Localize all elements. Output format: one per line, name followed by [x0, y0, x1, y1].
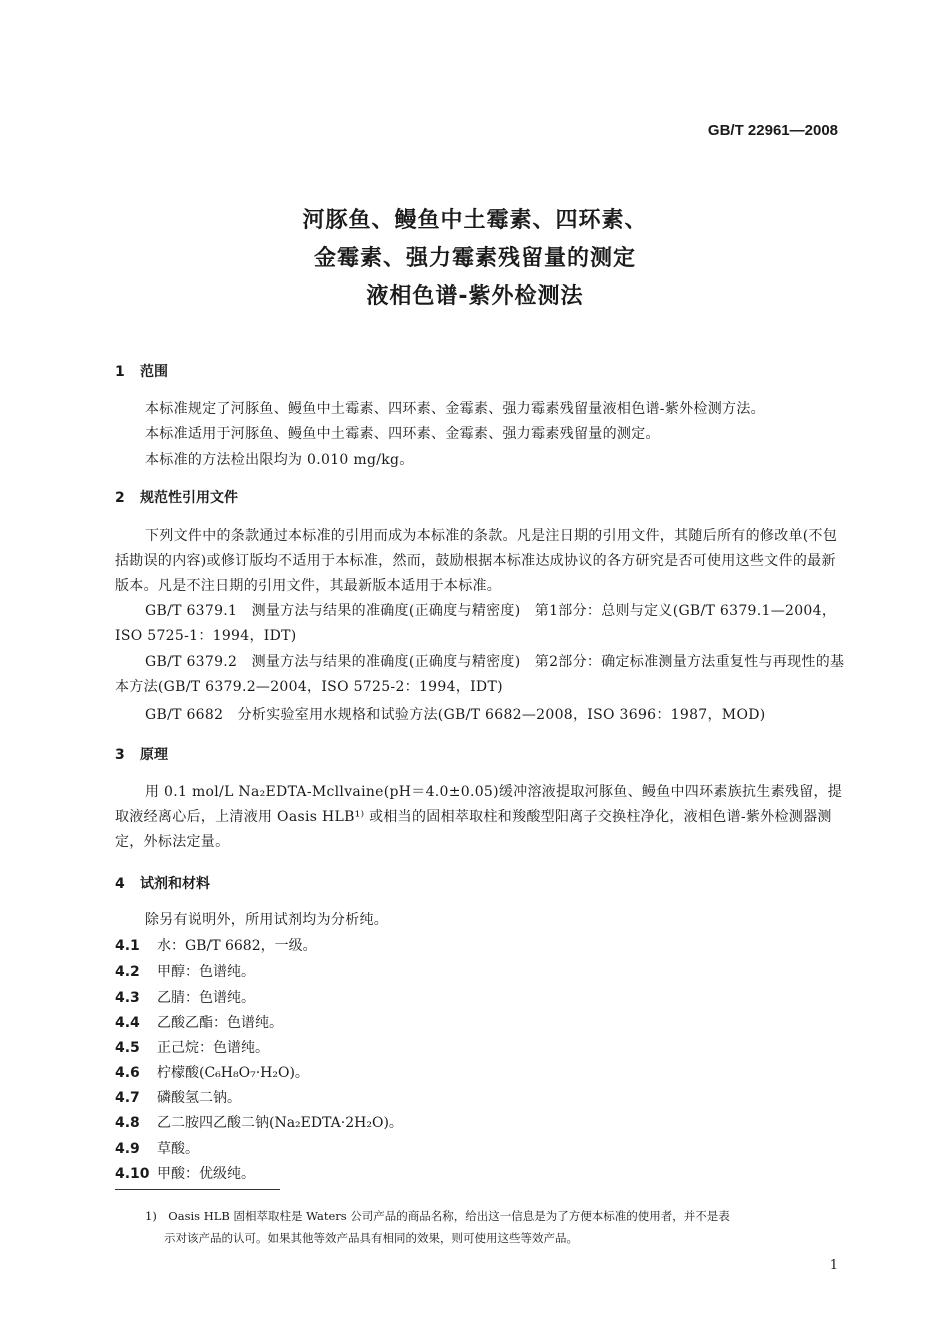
- section-number: 4: [115, 876, 125, 892]
- footnote-divider: [115, 1189, 280, 1190]
- paragraph: 除另有说明外，所用试剂均为分析纯。: [145, 912, 389, 928]
- list-item: [115, 1138, 199, 1158]
- section-1-heading: [115, 361, 168, 381]
- paragraph: 本标准适用于河豚鱼、鳗鱼中土霉素、四环素、金霉素、强力霉素残留量的测定。: [145, 426, 660, 442]
- item-text: 乙酸乙酯：色谱纯。: [157, 1015, 283, 1031]
- title-line-1: 河豚鱼、鳗鱼中土霉素、四环素、: [302, 208, 648, 233]
- reference-item: GB/T 6682 分析实验室用水规格和试验方法(GB/T 6682—2008，ISO 3696：1987，MOD): [145, 707, 766, 723]
- item-number: 4.8: [115, 1115, 140, 1131]
- item-text: 乙二胺四乙酸二钠(Na₂EDTA·2H₂O)。: [157, 1115, 403, 1131]
- reference-item: GB/T 6379.2 测量方法与结果的准确度(正确度与精密度) 第2部分：确定标准测量方法重复性与再现性的基本方法(GB/T 6379.2—2004，ISO 5725-2：1994，IDT): [115, 654, 845, 695]
- item-number: 4.2: [115, 964, 140, 980]
- item-number: 4.4: [115, 1015, 140, 1031]
- standard-number: GB/T 22961—2008: [707, 122, 838, 139]
- section-title: 原理: [140, 747, 168, 763]
- list-item: [115, 987, 255, 1007]
- item-number: 4.5: [115, 1040, 140, 1056]
- list-item: [115, 1087, 241, 1107]
- footnote-line-1: 1) Oasis HLB 固相萃取柱是 Waters 公司产品的商品名称，给出这一信息是为了方便本标准的使用者，并不是表: [145, 1209, 730, 1223]
- paragraph: 本标准规定了河豚鱼、鳗鱼中土霉素、四环素、金霉素、强力霉素残留量液相色谱-紫外检测方法。: [145, 401, 765, 417]
- section-number: 2: [115, 490, 125, 506]
- item-text: 柠檬酸(C₆H₈O₇·H₂O)。: [157, 1065, 309, 1081]
- reference-item: GB/T 6379.1 测量方法与结果的准确度(正确度与精密度) 第1部分：总则与定义(GB/T 6379.1—2004，ISO 5725-1：1994，IDT): [115, 603, 837, 644]
- section-title: 规范性引用文件: [140, 490, 238, 506]
- item-text: 水：GB/T 6682，一级。: [157, 938, 317, 954]
- list-item: [115, 935, 317, 955]
- section-title: 范围: [140, 364, 168, 380]
- section-3-heading: [115, 744, 168, 764]
- section-2-heading: [115, 487, 238, 507]
- item-number: 4.3: [115, 990, 140, 1006]
- paragraph: 本标准的方法检出限均为 0.010 mg/kg。: [145, 452, 414, 468]
- item-number: 4.1: [115, 938, 140, 954]
- page-number: 1: [829, 1258, 838, 1273]
- item-number: 4.10: [115, 1166, 150, 1182]
- section-number: 3: [115, 747, 125, 763]
- item-number: 4.7: [115, 1090, 140, 1106]
- list-item: [115, 1112, 403, 1132]
- section-title: 试剂和材料: [140, 876, 210, 892]
- item-number: 4.6: [115, 1065, 140, 1081]
- list-item: [115, 1163, 255, 1183]
- list-item: [115, 1012, 283, 1032]
- item-text: 草酸。: [157, 1141, 199, 1157]
- paragraph: 下列文件中的条款通过本标准的引用而成为本标准的条款。凡是注日期的引用文件，其随后所有的修改单(不包括勘误的内容)或修订版均不适用于本标准，然而，鼓励根据本标准达成协议的各方研究是否可使用这些文件的最新版本。凡是不注日期的引用文件，其最新版本适用于本标准。: [115, 528, 838, 594]
- paragraph: 用 0.1 mol/L Na₂EDTA-Mcllvaine(pH＝4.0±0.05)缓冲溶液提取河豚鱼、鳗鱼中四环素族抗生素残留，提取液经离心后，上清液用 Oasis HLB¹⁾ 或相当的固相萃取柱和羧酸型阳离子交换柱净化，液相色谱-紫外检测器测定，外标法定量。: [115, 784, 843, 850]
- list-item: [115, 961, 255, 981]
- footnote-line-2: 示对该产品的认可。如果其他等效产品具有相同的效果，则可使用这些等效产品。: [164, 1231, 578, 1245]
- list-item: [115, 1062, 309, 1082]
- item-text: 甲酸：优级纯。: [157, 1166, 255, 1182]
- item-text: 乙腈：色谱纯。: [157, 990, 255, 1006]
- section-number: 1: [115, 364, 125, 380]
- item-text: 正己烷：色谱纯。: [157, 1040, 269, 1056]
- title-line-3: 液相色谱-紫外检测法: [366, 284, 584, 309]
- item-text: 甲醇：色谱纯。: [157, 964, 255, 980]
- section-4-heading: [115, 873, 210, 893]
- title-line-2: 金霉素、强力霉素残留量的测定: [313, 246, 636, 271]
- item-text: 磷酸氢二钠。: [157, 1090, 241, 1106]
- item-number: 4.9: [115, 1141, 140, 1157]
- list-item: [115, 1037, 269, 1057]
